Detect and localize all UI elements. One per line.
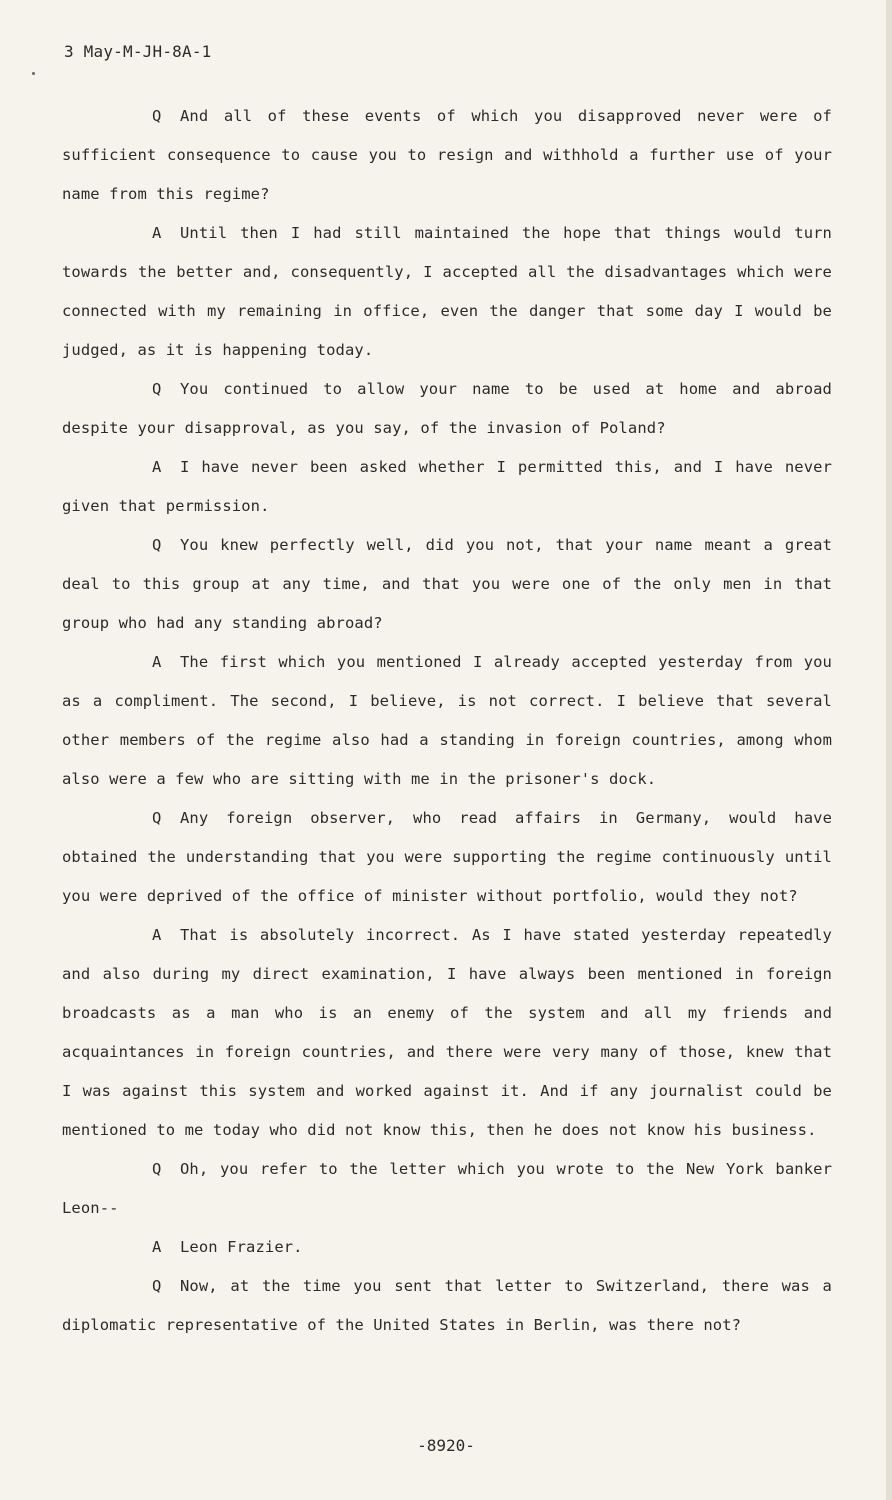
- speaker-label: Q: [152, 1160, 162, 1178]
- speaker-label: Q: [152, 1277, 162, 1295]
- transcript-paragraph: [62, 1228, 832, 1267]
- transcript-body: [62, 97, 832, 1345]
- transcript-paragraph: [62, 370, 832, 448]
- speaker-label: A: [152, 224, 162, 242]
- speaker-label: Q: [152, 536, 162, 554]
- transcript-paragraph: [62, 799, 832, 916]
- paragraph-text: Until then I had still maintained the hope that things would turn towards the better and, consequently, I accepted all the disadvantages which were connected with my remaining in office, even the danger that some day I would be judged, as it is happening today.: [62, 224, 832, 359]
- transcript-paragraph: [62, 448, 832, 526]
- paragraph-text: Now, at the time you sent that letter to Switzerland, there was a diplomatic representative of the United States in Berlin, was there not?: [62, 1277, 832, 1334]
- page-edge: [886, 0, 892, 1500]
- paragraph-text: And all of these events of which you disapproved never were of sufficient consequence to cause you to resign and withhold a further use of your name from this regime?: [62, 107, 832, 203]
- speaker-label: A: [152, 926, 162, 944]
- transcript-paragraph: [62, 1267, 832, 1345]
- speaker-label: A: [152, 458, 162, 476]
- speaker-label: A: [152, 653, 162, 671]
- transcript-paragraph: [62, 97, 832, 214]
- paragraph-text: That is absolutely incorrect. As I have stated yesterday repeatedly and also during my direct examination, I have always been mentioned in foreign broadcasts as a man who is an enemy of the system and all my friends and acquaintances in foreign countries, and there were very many of those, knew that I was against this system and worked against it. And if any journalist could be mentioned to me today who did not know this, then he does not know his business.: [62, 926, 832, 1139]
- paragraph-text: You continued to allow your name to be used at home and abroad despite your disapproval, as you say, of the invasion of Poland?: [62, 380, 832, 437]
- transcript-paragraph: [62, 643, 832, 799]
- speaker-label: Q: [152, 809, 162, 827]
- speaker-label: Q: [152, 380, 162, 398]
- transcript-paragraph: [62, 214, 832, 370]
- speaker-label: A: [152, 1238, 162, 1256]
- page-number: -8920-: [417, 1436, 475, 1455]
- paragraph-text: Oh, you refer to the letter which you wrote to the New York banker Leon--: [62, 1160, 832, 1217]
- transcript-paragraph: [62, 526, 832, 643]
- ink-mark: [32, 72, 35, 75]
- paragraph-text: I have never been asked whether I permitted this, and I have never given that permission.: [62, 458, 832, 515]
- transcript-paragraph: [62, 1150, 832, 1228]
- paragraph-text: Any foreign observer, who read affairs in Germany, would have obtained the understanding that you were supporting the regime continuously until you were deprived of the office of minister without portfolio, would they not?: [62, 809, 832, 905]
- transcript-paragraph: [62, 916, 832, 1150]
- speaker-label: Q: [152, 107, 162, 125]
- document-reference: 3 May-M-JH-8A-1: [64, 42, 212, 61]
- paragraph-text: You knew perfectly well, did you not, that your name meant a great deal to this group at any time, and that you were one of the only men in that group who had any standing abroad?: [62, 536, 832, 632]
- paragraph-text: The first which you mentioned I already accepted yesterday from you as a compliment. The second, I believe, is not correct. I believe that several other members of the regime also had a standing in foreign countries, among whom also were a few who are sitting with me in the prisoner's dock.: [62, 653, 832, 788]
- paragraph-text: Leon Frazier.: [180, 1238, 303, 1256]
